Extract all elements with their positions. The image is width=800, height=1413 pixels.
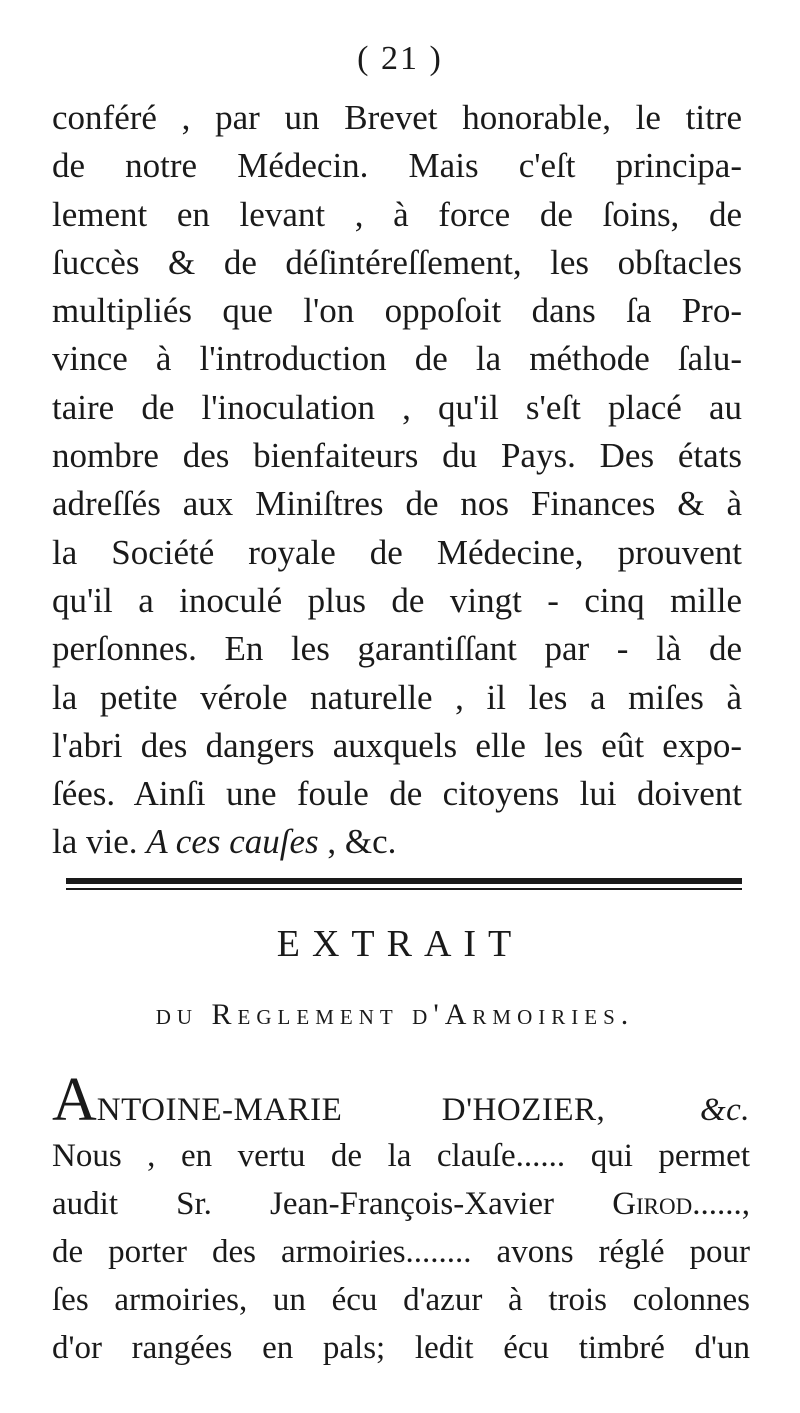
text-line: vince à l'introduction de la méthode ſalu- — [52, 339, 742, 379]
text-line: la petite vérole naturelle , il les a miſes à — [52, 677, 742, 717]
text-line: de porter des armoiries........ avons réglé pour — [52, 1234, 750, 1270]
a-ces-causes-italic: A ces cauſes — [146, 822, 319, 862]
girod-name: Girod — [612, 1186, 693, 1222]
text-line: conféré , par un Brevet honorable, le titre — [52, 98, 742, 137]
extract-paragraph — [52, 1068, 750, 1372]
divider-thick-line — [66, 878, 742, 884]
section-title: EXTRAIT — [276, 923, 524, 965]
section-subtitle: du Reglement d'Armoiries. — [155, 998, 635, 1031]
text-line: qu'il a inoculé plus de vingt - cinq mille — [52, 580, 742, 620]
text-line: Nous , en vertu de la clauſe...... qui permet — [52, 1138, 750, 1174]
text-line: nombre des bienfaiteurs du Pays. Des états — [52, 436, 742, 476]
text-line: la Société royale de Médecine, prouvent — [52, 532, 742, 572]
first-line-etc: &c. — [699, 1092, 751, 1128]
text-line: adreſſés aux Miniſtres de nos Finances & à — [52, 484, 742, 524]
section-divider-rule — [66, 878, 742, 892]
line3-prefix: audit Sr. Jean-François-Xavier — [52, 1186, 555, 1222]
drop-cap-letter: A — [52, 1066, 97, 1134]
text-line: perſonnes. En les garantiſſant par - là de — [52, 629, 742, 669]
page-number: ( 21 ) — [357, 40, 443, 77]
text-line: ſuccès & de déſintéreſſement, les obſtacles — [52, 242, 742, 282]
last-line-suffix: , &c. — [327, 822, 397, 862]
text-line: ſes armoiries, un écu d'azur à trois colonnes — [52, 1282, 750, 1318]
text-line-last — [52, 818, 742, 866]
first-line-name: NTOINE-MARIE D'HOZIER, — [96, 1092, 606, 1128]
body-paragraph — [52, 94, 742, 867]
line3-suffix: ......, — [692, 1186, 750, 1222]
text-line: de notre Médecin. Mais c'eſt principa- — [52, 146, 742, 186]
text-line: taire de l'inoculation , qu'il s'eſt placé au — [52, 387, 742, 427]
text-line: ſées. Ainſi une foule de citoyens lui doivent — [52, 774, 742, 814]
text-line: lement en levant , à force de ſoins, de — [52, 194, 742, 234]
text-line: d'or rangées en pals; ledit écu timbré d'un — [52, 1330, 750, 1366]
extract-first-line — [52, 1068, 750, 1132]
text-line — [52, 1180, 750, 1228]
text-line: l'abri des dangers auxquels elle les eût expo- — [52, 725, 742, 765]
divider-thin-line — [66, 888, 742, 890]
text-line: multipliés que l'on oppoſoit dans ſa Pro- — [52, 291, 742, 331]
last-line-prefix: la vie. — [52, 822, 138, 862]
